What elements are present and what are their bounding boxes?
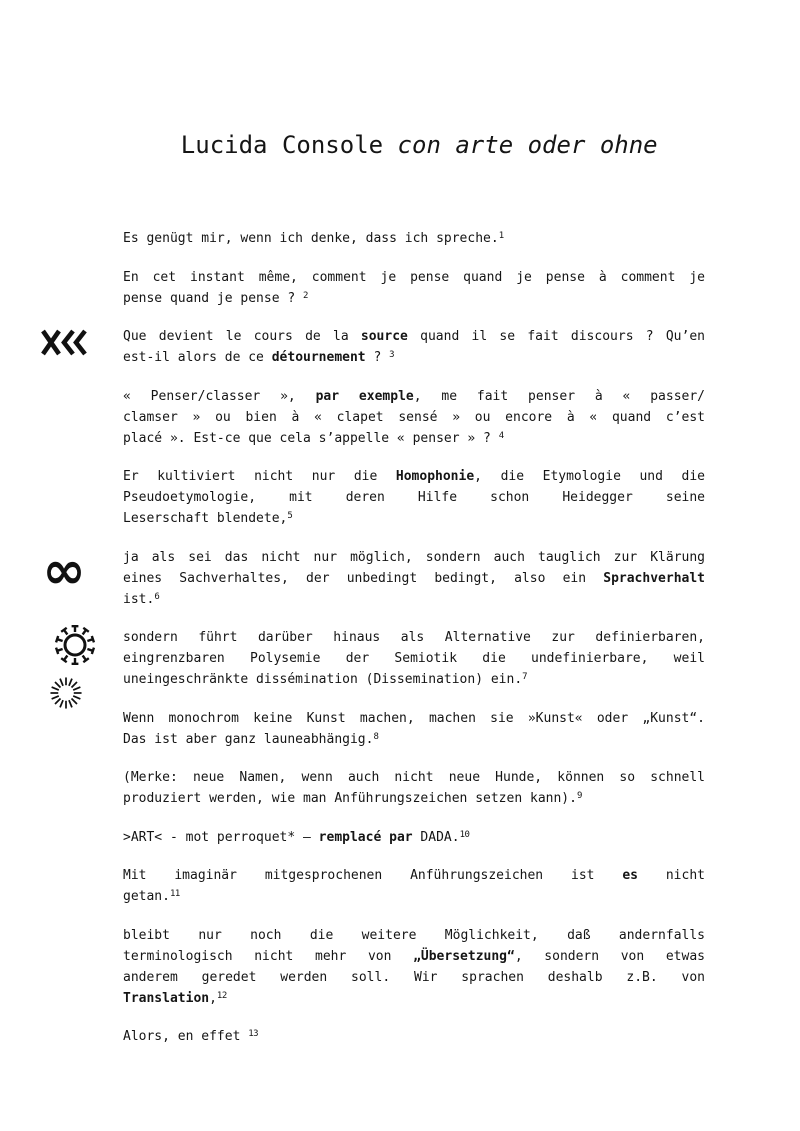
text-run: Sprachverhalt [603,570,705,586]
paragraph [123,547,705,610]
paragraph [123,827,705,848]
footnote-ref: 10 [459,829,470,840]
text-run: remplacé par [318,829,413,845]
text-run: Er kultiviert nicht nur die [123,469,396,484]
paragraph [123,267,705,309]
text-run: clamser » ou bien à « clapet sensé » ou encore à « quand c’est [123,409,705,425]
text-line [123,1026,705,1047]
text-run: est-il alors de ce [123,350,272,365]
text-run: terminologisch nicht mehr von [123,948,414,964]
text-run: „Übersetzung“ [413,948,515,964]
footnote-ref: 11 [169,889,180,899]
page-title [123,100,658,190]
footnote-ref: 8 [373,731,379,742]
text-run: Wenn monochrom keine Kunst machen, machen sie »Kunst« oder „Kunst“. [123,710,705,726]
paragraph [123,386,705,449]
text-line [123,946,705,967]
title-italic: con arte oder ohne [397,131,658,159]
footnote-ref: 12 [216,990,227,1001]
text-run: ja als sei das nicht nur möglich, sondern auch tauglich zur Klärung [123,549,705,565]
text-run: , [209,990,217,1006]
text-line [123,568,705,589]
text-line [123,767,705,788]
footnote-ref: 5 [287,511,293,521]
text-run: Alors, en effet [123,1029,249,1044]
text-line [123,886,705,907]
text-line [123,967,705,988]
text-run: détournement [271,350,366,365]
text-run: , sondern von etwas [514,948,705,964]
text-line [123,326,705,347]
text-run: par exemple [315,388,414,404]
text-run: Pseudoetymologie, mit deren Hilfe schon Heidegger seine [123,490,705,505]
text-run: Das ist aber ganz launeabhängig. [123,731,374,747]
title-regular: Lucida Console [180,131,398,159]
text-run: produziert werden, wie man Anführungszeichen setzen kann). [123,791,577,806]
text-run: quand il se fait discours ? Qu’en [407,329,705,344]
paragraph [123,466,705,529]
text-line [123,865,705,886]
text-run: , me fait penser à « passer/ [413,388,705,404]
infinity-icon [38,541,90,601]
x-double-left-chevron-icon [40,329,90,356]
text-line [123,788,705,809]
paragraph [123,708,705,750]
text-run: DADA. [412,829,460,845]
text-line [123,827,705,848]
footnote-ref: 6 [154,591,160,602]
text-line [123,428,705,449]
text-run: eingrenzbaren Polysemie der Semiotik die undefinierbare, weil [123,651,705,666]
text-line [123,267,705,288]
text-run: anderem geredet werden soll. Wir sprachen deshalb z.B. von [123,969,705,985]
footnote-ref: 1 [498,231,504,241]
text-line [123,729,705,750]
text-line [123,988,705,1009]
paragraph [123,228,705,249]
footnote-ref: 3 [389,350,395,360]
text-run: placé ». Est-ce que cela s’appelle « penser » ? [123,430,499,446]
text-run: uneingeschränkte dissémination (Dissemination) ein. [123,672,523,687]
text-line [123,466,705,487]
text-line [123,708,705,729]
text-line [123,288,705,309]
text-line [123,627,705,648]
text-run: es [622,868,638,883]
text-run: bleibt nur noch die weitere Möglichkeit, daß andernfalls [123,927,705,943]
text-run: ? [365,350,390,365]
text-run: >ART< - mot perroquet* – [123,829,319,845]
text-run: Leserschaft blendete, [123,511,288,526]
text-run: ist. [123,591,155,607]
footnote-ref: 7 [522,672,528,682]
text-run: Translation [123,990,210,1006]
paragraph [123,326,705,368]
text-run: source [360,329,408,344]
text-run: Es genügt mir, wenn ich denke, dass ich spreche. [123,231,499,246]
footnote-ref: 4 [498,430,504,441]
text-run: « Penser/classer », [123,388,316,404]
paragraph [123,865,705,907]
text-run: Mit imaginär mitgesprochenen Anführungszeichen ist [123,868,623,883]
text-line [123,407,705,428]
paragraph [123,627,705,690]
text-line [123,547,705,568]
footnote-ref: 2 [303,290,308,301]
text-line [123,508,705,529]
text-run: Homophonie [395,469,475,484]
text-run: eines Sachverhaltes, der unbedingt bedingt, also ein [123,570,604,586]
ray-burst-icon [47,674,85,712]
text-run: getan. [123,889,170,904]
text-line [123,228,705,249]
text-run: En cet instant même, comment je pense quand je pense à comment je [123,269,705,285]
text-line [123,347,705,368]
text-line [123,648,705,669]
sun-rays-icon [51,621,99,669]
text-run: (Merke: neue Namen, wenn auch nicht neue Hunde, können so schnell [123,770,705,785]
text-run: sondern führt darüber hinaus als Alternative zur definierbaren, [123,630,705,645]
text-run: pense quand je pense ? [123,290,304,306]
document-body [123,228,705,1065]
text-run: Que devient le cours de la [123,329,361,344]
text-line [123,487,705,508]
text-line [123,669,705,690]
footnote-ref: 13 [248,1029,259,1039]
footnote-ref: 9 [576,791,582,801]
paragraph [123,767,705,809]
paragraph [123,1026,705,1047]
paragraph [123,925,705,1009]
text-line [123,589,705,610]
text-line [123,386,705,407]
text-line [123,925,705,946]
text-run: , die Etymologie und die [474,469,705,484]
infinity-glyph: ∞ [42,541,86,601]
text-run: nicht [638,868,705,883]
